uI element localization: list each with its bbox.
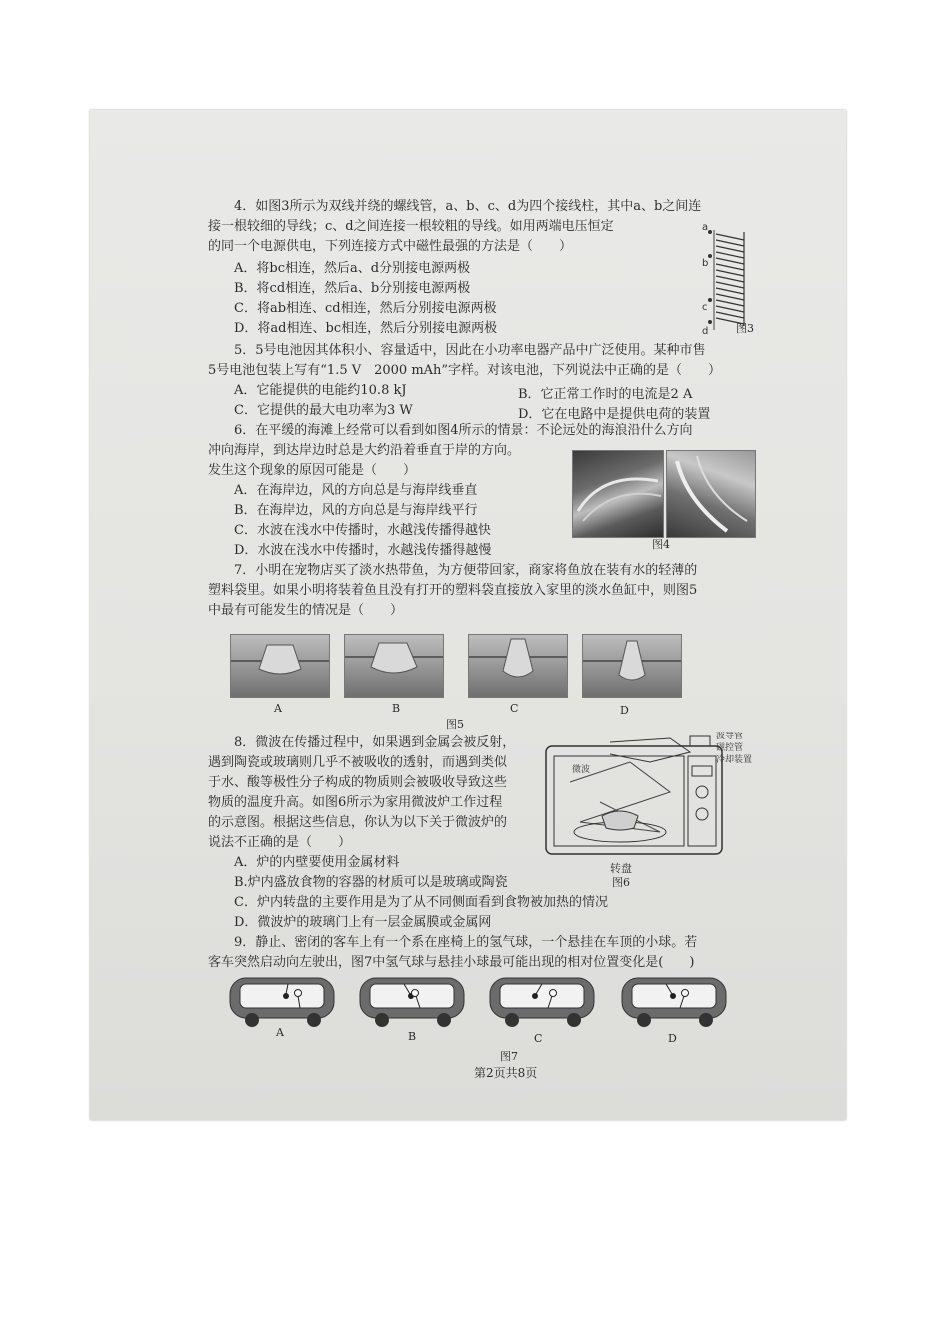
fig5-label-a: A bbox=[274, 702, 282, 715]
fig6-label-turntable: 转盘 bbox=[610, 862, 632, 875]
bus-d bbox=[618, 974, 730, 1030]
q5-option-d: D．它在电路中是提供电荷的装置 bbox=[518, 407, 711, 422]
fig3-label-d: d bbox=[702, 326, 709, 337]
fig3-label-a: a bbox=[702, 222, 709, 233]
q7-line-2: 塑料袋里。如果小明将装着鱼且没有打开的塑料袋直接放入家里的淡水鱼缸中，则图5 bbox=[208, 583, 698, 598]
fig6-label-magnetron: 磁控管 bbox=[716, 743, 744, 753]
bus-a bbox=[226, 974, 338, 1030]
page-number: 第2页共8页 bbox=[474, 1066, 538, 1080]
q9-line-2: 客车突然启动向左驶出，图7中氢气球与悬挂小球最可能出现的相对位置变化是( ) bbox=[208, 955, 695, 970]
fishbowl-d bbox=[582, 634, 682, 698]
q8-line-2: 遇到陶瓷或玻璃则几乎不被吸收的透射，而遇到类似 bbox=[208, 755, 508, 770]
fig7-label-d: D bbox=[668, 1032, 677, 1045]
q6-option-c: C．水波在浅水中传播时，水越浅传播得越快 bbox=[234, 523, 491, 538]
q8-option-d: D．微波炉的玻璃门上有一层金属膜或金属网 bbox=[234, 915, 492, 930]
q8-line-1: 8．微波在传播过程中，如果遇到金属会被反射， bbox=[234, 735, 516, 750]
fig3-caption: 图3 bbox=[736, 322, 754, 335]
q8-option-c: C．炉内转盘的主要作用是为了从不同侧面看到食物被加热的情况 bbox=[234, 895, 608, 910]
q8-option-a: A．炉的内壁要使用金属材料 bbox=[234, 855, 400, 870]
q7-line-3: 中最有可能发生的情况是（ ） bbox=[208, 603, 404, 618]
microwave-figure bbox=[540, 732, 760, 860]
fig7-caption: 图7 bbox=[500, 1050, 518, 1063]
q8-line-5: 的示意图。根据这些信息，你认为以下关于微波炉的 bbox=[208, 815, 508, 830]
bus-c bbox=[486, 974, 598, 1030]
q8-line-4: 物质的温度升高。如图6所示为家用微波炉工作过程 bbox=[208, 795, 503, 810]
fig7-label-c: C bbox=[534, 1032, 543, 1045]
fishbowl-a bbox=[230, 634, 330, 698]
q5-line-1: 5．5号电池因其体积小、容量适中，因此在小功率电器产品中广泛使用。某种市售 bbox=[234, 343, 706, 358]
fig3-label-b: b bbox=[702, 258, 709, 269]
q6-line-3: 发生这个现象的原因可能是（ ） bbox=[208, 463, 417, 478]
fig6-caption: 图6 bbox=[612, 876, 630, 889]
q4-line-3: 的同一个电源供电，下列连接方式中磁性最强的方法是（ ） bbox=[208, 239, 573, 254]
fig4-caption: 图4 bbox=[652, 538, 670, 551]
fig6-label-microwave: 微波 bbox=[572, 765, 591, 775]
fig7-label-a: A bbox=[276, 1026, 284, 1039]
q5-option-a: A．它能提供的电能约10.8 kJ bbox=[234, 383, 407, 398]
beach-photo-1 bbox=[572, 450, 664, 538]
fishbowl-b bbox=[344, 634, 444, 698]
fig5-label-d: D bbox=[620, 704, 629, 717]
q4-option-b: B．将cd相连，然后a、b分别接电源两极 bbox=[234, 281, 471, 296]
bus-b bbox=[356, 974, 468, 1030]
beach-photo-2 bbox=[666, 450, 756, 538]
q4-option-d: D．将ad相连、bc相连，然后分别接电源两极 bbox=[234, 321, 498, 336]
q9-line-1: 9．静止、密闭的客车上有一个系在座椅上的氢气球，一个悬挂在车顶的小球。若 bbox=[234, 935, 698, 950]
fig6-label-cooling: 冷却装置 bbox=[716, 755, 753, 765]
q6-option-d: D．水波在浅水中传播时，水越浅传播得越慢 bbox=[234, 543, 492, 558]
q5-line-2: 5号电池包装上写有“1.5 V 2000 mAh”字样。对该电池，下列说法中正确的是（ ） bbox=[208, 363, 722, 378]
fig5-label-b: B bbox=[392, 702, 401, 715]
fig5-label-c: C bbox=[510, 702, 519, 715]
q4-option-a: A．将bc相连，然后a、d分别接电源两极 bbox=[234, 261, 471, 276]
q8-option-b: B.炉内盛放食物的容器的材质可以是玻璃或陶瓷 bbox=[234, 875, 508, 890]
fishbowl-c bbox=[468, 634, 568, 698]
exam-page bbox=[90, 110, 846, 1120]
q4-option-c: C．将ab相连、cd相连，然后分别接电源两极 bbox=[234, 301, 497, 316]
q6-option-b: B．在海岸边，风的方向总是与海岸线平行 bbox=[234, 503, 478, 518]
q6-line-1: 6．在平缓的海滩上经常可以看到如图4所示的情景：不论远处的海浪沿什么方向 bbox=[234, 423, 693, 438]
fig3-label-c: c bbox=[702, 302, 708, 313]
q8-line-3: 于水、酸等极性分子构成的物质则会被吸收导致这些 bbox=[208, 775, 508, 790]
q4-line-1: 4．如图3所示为双线并绕的螺线管，a、b、c、d为四个接线柱，其中a、b之间连 bbox=[234, 199, 702, 214]
fig6-label-waveguide: 波导管 bbox=[716, 732, 744, 741]
fig5-caption: 图5 bbox=[446, 718, 464, 731]
q6-option-a: A．在海岸边，风的方向总是与海岸线垂直 bbox=[234, 483, 478, 498]
q5-option-c: C．它提供的最大电功率为3 W bbox=[234, 403, 413, 418]
q6-line-2: 冲向海岸，到达岸边时总是大约沿着垂直于岸的方向。 bbox=[208, 443, 521, 458]
q5-option-b: B．它正常工作时的电流是2 A bbox=[518, 387, 693, 402]
q8-line-6: 说法不正确的是（ ） bbox=[208, 835, 352, 850]
fig7-label-b: B bbox=[408, 1030, 417, 1043]
q7-line-1: 7．小明在宠物店买了淡水热带鱼，为方便带回家，商家将鱼放在装有水的轻薄的 bbox=[234, 563, 698, 578]
q4-line-2: 接一根较细的导线；c、d之间连接一根较粗的导线。如用两端电压恒定 bbox=[208, 219, 614, 234]
